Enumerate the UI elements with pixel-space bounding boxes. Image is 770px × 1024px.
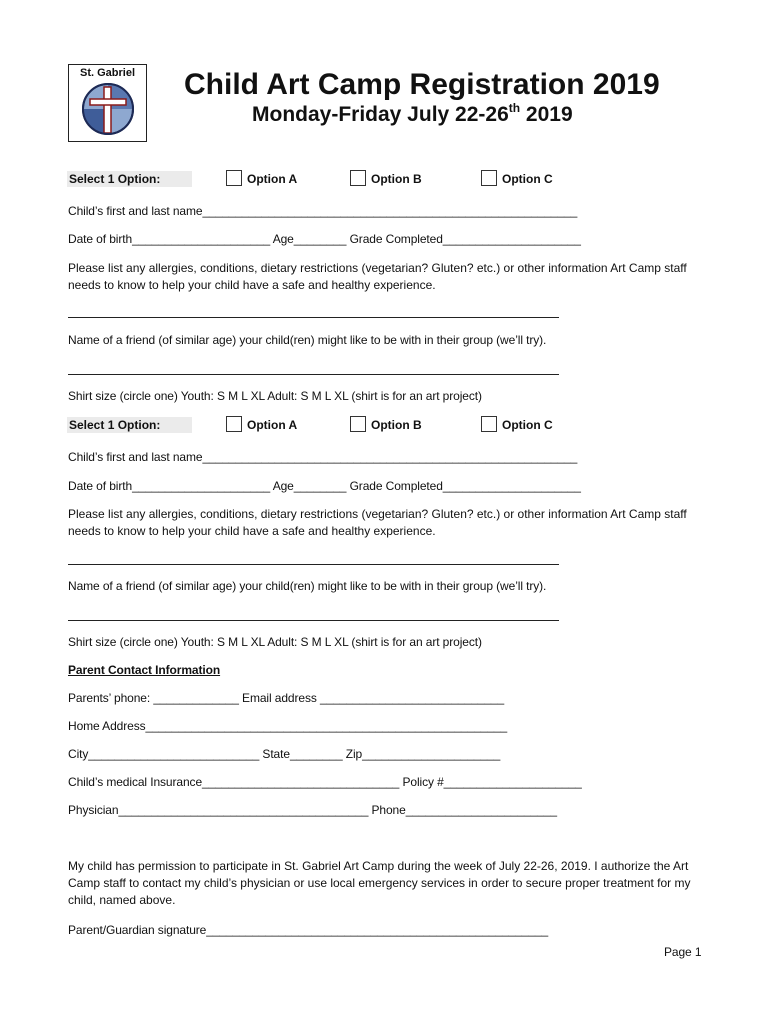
page-number: Page 1 — [664, 945, 702, 959]
option-a-label: Option A — [247, 172, 298, 186]
page-subtitle — [252, 101, 573, 127]
shirt-size-line[interactable]: Shirt size (circle one) Youth: S M L XL Adult: S M L XL (shirt is for an art project) — [68, 635, 482, 649]
option-a-checkbox[interactable] — [226, 416, 242, 432]
allergies-answer-line[interactable] — [68, 317, 559, 318]
permission-statement: My child has permission to participate in St. Gabriel Art Camp during the week of July 22-26, 2019. I authorize the Art Camp staff to contact my child’s physician or use local emergency services in order to secure proper treatment for my child, named above. — [68, 859, 691, 907]
option-a-checkbox[interactable] — [226, 170, 242, 186]
option-c-label: Option C — [502, 418, 553, 432]
parent-contact-heading: Parent Contact Information — [68, 663, 221, 677]
option-c-checkbox[interactable] — [481, 416, 497, 432]
church-emblem-icon — [81, 81, 135, 137]
option-c-checkbox[interactable] — [481, 170, 497, 186]
option-b-checkbox[interactable] — [350, 170, 366, 186]
select-option-label: Select 1 Option: — [67, 171, 192, 187]
option-b-label: Option B — [371, 172, 422, 186]
subtitle-year: 2019 — [520, 103, 573, 126]
child-name-field[interactable]: Child’s first and last name_________________________________________________________ — [68, 204, 578, 218]
select-option-label: Select 1 Option: — [67, 417, 192, 433]
allergies-answer-line[interactable] — [68, 564, 559, 565]
parent-phone-email-field[interactable]: Parents’ phone: _____________ Email address ____________________________ — [68, 691, 505, 705]
insurance-policy-field[interactable]: Child’s medical Insurance______________________________ Policy #_____________________ — [68, 775, 582, 789]
friend-answer-line[interactable] — [68, 620, 559, 621]
logo-label: St. Gabriel — [79, 67, 136, 79]
option-a-label: Option A — [247, 418, 298, 432]
allergies-prompt: Please list any allergies, conditions, dietary restrictions (vegetarian? Gluten? etc.) or other information Art Camp staff needs to know to help your child have a safe and healthy experience. — [68, 507, 687, 538]
logo — [68, 64, 147, 142]
option-b-label: Option B — [371, 418, 422, 432]
physician-phone-field[interactable]: Physician______________________________________ Phone_______________________ — [68, 803, 557, 817]
option-c-label: Option C — [502, 172, 553, 186]
subtitle-superscript: th — [508, 101, 521, 115]
page-title: Child Art Camp Registration 2019 — [184, 68, 660, 101]
child-dob-age-grade-field[interactable]: Date of birth_____________________ Age________ Grade Completed_____________________ — [68, 232, 581, 246]
shirt-size-line[interactable]: Shirt size (circle one) Youth: S M L XL Adult: S M L XL (shirt is for an art project) — [68, 389, 482, 403]
child-dob-age-grade-field[interactable]: Date of birth_____________________ Age________ Grade Completed_____________________ — [68, 479, 581, 493]
friend-answer-line[interactable] — [68, 374, 559, 375]
signature-field[interactable]: Parent/Guardian signature____________________________________________________ — [68, 923, 549, 937]
option-b-checkbox[interactable] — [350, 416, 366, 432]
child-name-field[interactable]: Child’s first and last name_________________________________________________________ — [68, 450, 578, 464]
city-state-zip-field[interactable]: City__________________________ State________ Zip_____________________ — [68, 747, 501, 761]
friend-prompt: Name of a friend (of similar age) your child(ren) might like to be with in their group (we’ll try). — [68, 579, 547, 593]
friend-prompt: Name of a friend (of similar age) your child(ren) might like to be with in their group (we’ll try). — [68, 333, 547, 347]
home-address-field[interactable]: Home Address_______________________________________________________ — [68, 719, 508, 733]
allergies-prompt: Please list any allergies, conditions, dietary restrictions (vegetarian? Gluten? etc.) or other information Art Camp staff needs to know to help your child have a safe and healthy experience. — [68, 261, 687, 292]
subtitle-main: Monday-Friday July 22-26 — [252, 103, 509, 126]
